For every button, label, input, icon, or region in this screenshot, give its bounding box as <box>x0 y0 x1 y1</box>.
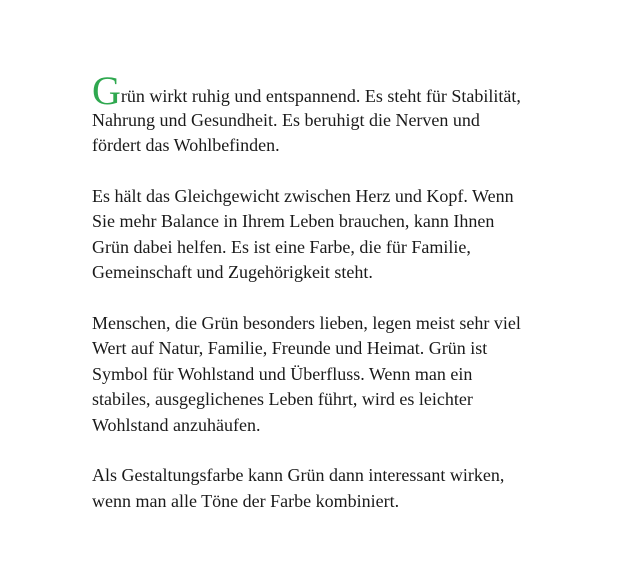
paragraph-line: Grün dabei helfen. Es ist eine Farbe, die für Familie, <box>92 236 471 257</box>
paragraph-line: Es hält das Gleichgewicht zwischen Herz und Kopf. Wenn <box>92 185 514 206</box>
paragraph-line: Gemeinschaft und Zugehörigkeit steht. <box>92 262 373 282</box>
paragraph-line <box>92 68 552 113</box>
document-body <box>92 68 552 539</box>
paragraph-line: Nahrung und Gesundheit. Es beruhigt die Nerven und <box>92 109 480 130</box>
paragraph-2 <box>92 184 552 286</box>
paragraph-4 <box>92 463 552 514</box>
drop-cap: G <box>92 68 121 113</box>
paragraph-line: fördert das Wohlbefinden. <box>92 135 280 155</box>
paragraph-3 <box>92 311 552 439</box>
line-text: rün wirkt ruhig und entspannend. Es steht für Stabilität, <box>120 86 521 106</box>
paragraph-line: Wert auf Natur, Familie, Freunde und Heimat. Grün ist <box>92 338 488 358</box>
paragraph-line: Menschen, die Grün besonders lieben, legen meist sehr viel <box>92 312 521 333</box>
paragraph-line: Symbol für Wohlstand und Überfluss. Wenn man ein <box>92 363 473 384</box>
paragraph-line: Wohlstand anzuhäufen. <box>92 414 261 435</box>
paragraph-line: stabiles, ausgeglichenes Leben führt, wird es leichter <box>92 389 473 409</box>
paragraph-line: Sie mehr Balance in Ihrem Leben brauchen, kann Ihnen <box>92 211 495 231</box>
paragraph-line: wenn man alle Töne der Farbe kombiniert. <box>92 490 400 511</box>
paragraph-1 <box>92 68 552 159</box>
paragraph-line: Als Gestaltungsfarbe kann Grün dann interessant wirken, <box>92 465 505 485</box>
